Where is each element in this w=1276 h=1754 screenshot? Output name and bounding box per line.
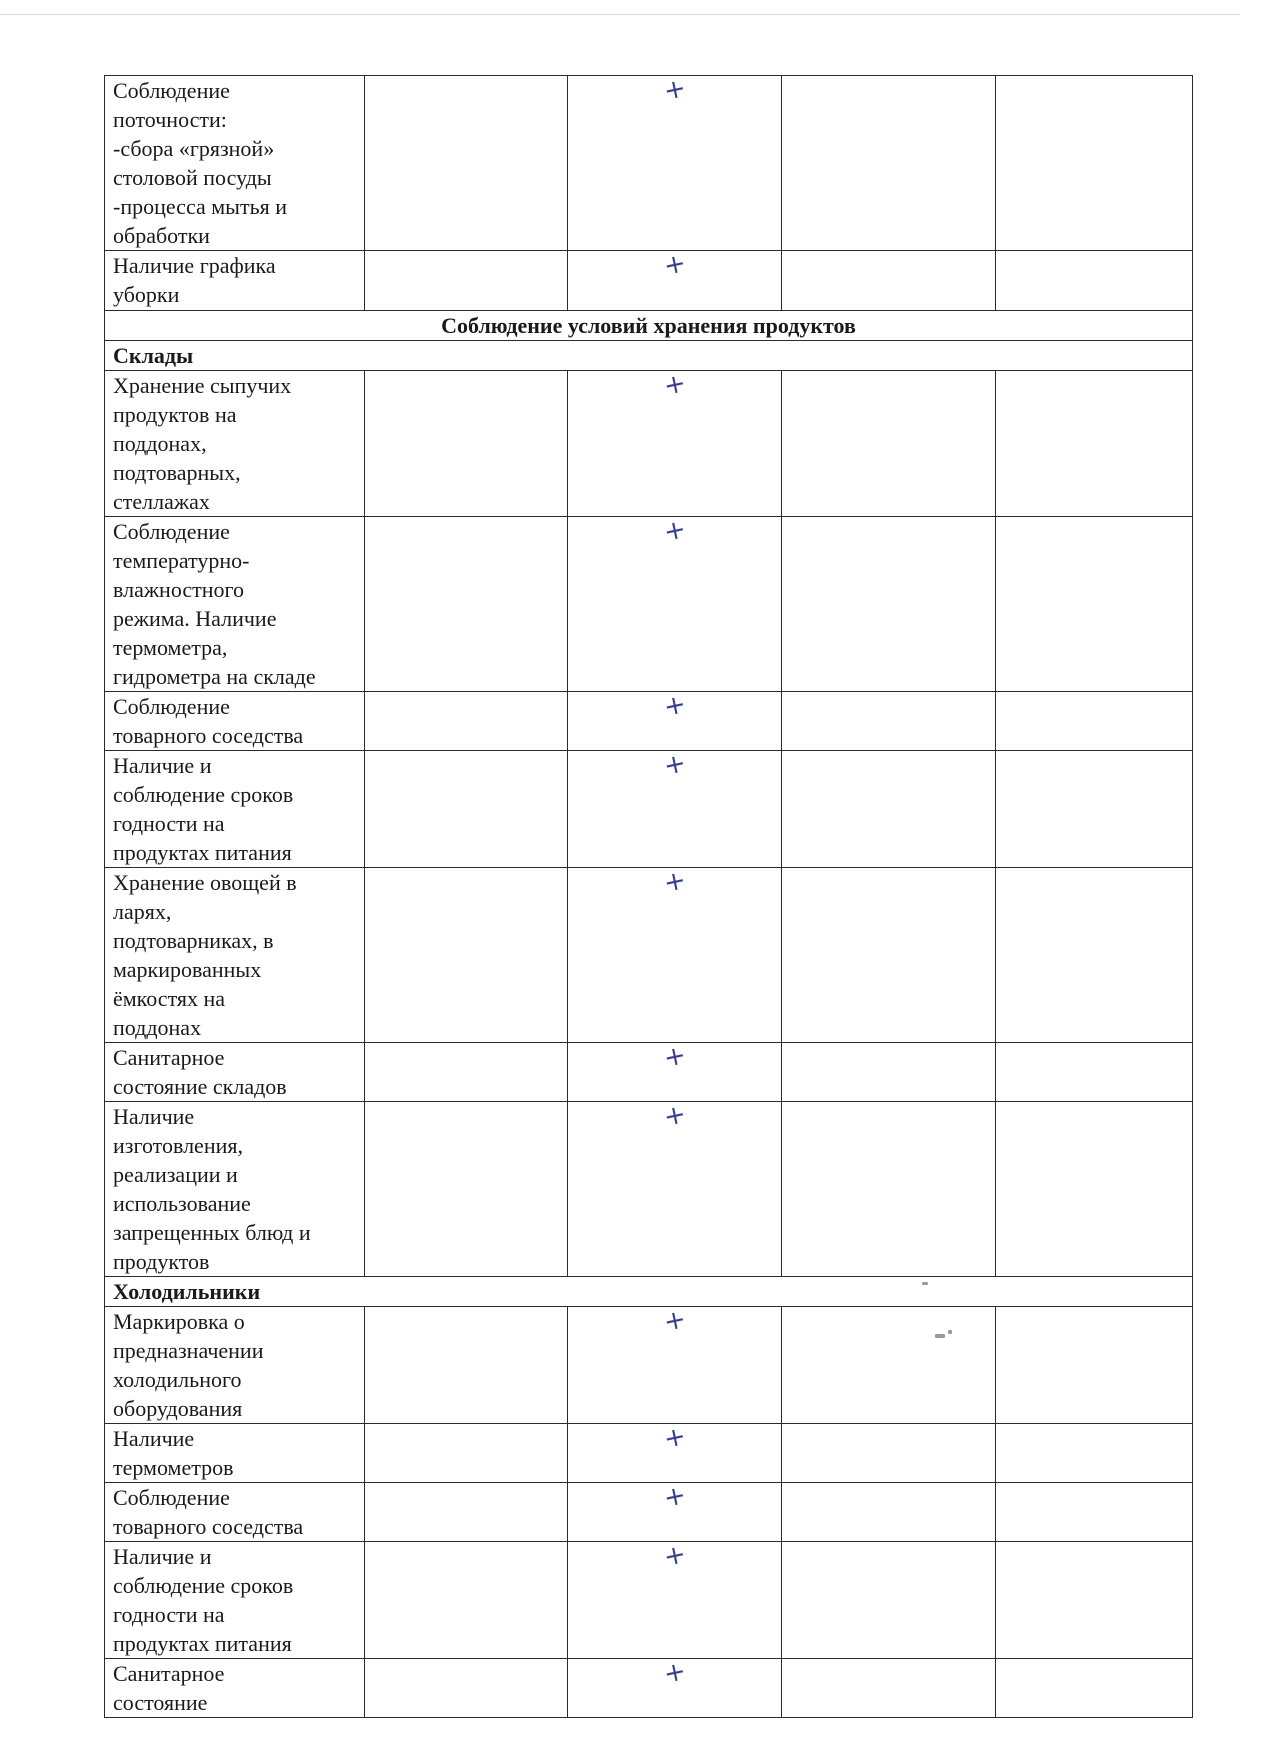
mark-cell xyxy=(568,1304,782,1424)
scan-speck xyxy=(922,1282,928,1285)
empty-cell xyxy=(365,1659,568,1718)
table-row xyxy=(105,692,1193,751)
empty-cell xyxy=(782,1043,996,1102)
empty-cell xyxy=(996,1043,1193,1102)
mark-cell xyxy=(568,1656,782,1718)
empty-cell xyxy=(365,371,568,517)
criterion-label: Соблюдение температурно- влажностного режима. Наличие термометра, гидрометра на складе xyxy=(105,517,365,692)
mark-cell xyxy=(568,748,782,868)
criterion-label: Наличие термометров xyxy=(105,1424,365,1483)
empty-cell xyxy=(996,76,1193,251)
mark-cell xyxy=(568,1099,782,1277)
mark-cell xyxy=(568,1539,782,1659)
subsection-header-row xyxy=(105,341,1193,371)
table-row xyxy=(105,76,1193,251)
empty-cell xyxy=(365,1424,568,1483)
empty-cell xyxy=(782,1102,996,1277)
criterion-label: Соблюдение товарного соседства xyxy=(105,1483,365,1542)
handwritten-mark: + xyxy=(660,689,689,723)
table-row xyxy=(105,517,1193,692)
criterion-label: Санитарное состояние складов xyxy=(105,1043,365,1102)
scan-speck xyxy=(948,1330,952,1334)
handwritten-mark: + xyxy=(660,1040,689,1074)
criterion-label: Санитарное состояние xyxy=(105,1659,365,1718)
inspection-table xyxy=(104,75,1193,1718)
empty-cell xyxy=(996,517,1193,692)
table-row xyxy=(105,251,1193,311)
handwritten-mark: + xyxy=(660,368,689,402)
empty-cell xyxy=(782,692,996,751)
empty-cell xyxy=(782,76,996,251)
empty-cell xyxy=(365,1483,568,1542)
criterion-label: Маркировка о предназначении холодильного оборудования xyxy=(105,1307,365,1424)
empty-cell xyxy=(996,1542,1193,1659)
empty-cell xyxy=(365,751,568,868)
criterion-label: Соблюдение товарного соседства xyxy=(105,692,365,751)
handwritten-mark: + xyxy=(660,73,689,107)
empty-cell xyxy=(365,1043,568,1102)
handwritten-mark: + xyxy=(660,1421,689,1455)
empty-cell xyxy=(996,868,1193,1043)
empty-cell xyxy=(996,1483,1193,1542)
section-title: Соблюдение условий хранения продуктов xyxy=(105,311,1193,341)
criterion-label: Хранение овощей в ларях, подтоварниках, в маркированных ёмкостях на поддонах xyxy=(105,868,365,1043)
handwritten-mark: + xyxy=(660,1539,689,1573)
mark-cell xyxy=(568,514,782,692)
mark-cell xyxy=(568,1480,782,1542)
subsection-title: Склады xyxy=(105,341,1193,371)
empty-cell xyxy=(782,751,996,868)
empty-cell xyxy=(782,1542,996,1659)
handwritten-mark: + xyxy=(660,1480,689,1514)
table-row xyxy=(105,868,1193,1043)
mark-cell xyxy=(568,865,782,1043)
table-row xyxy=(105,371,1193,517)
mark-cell xyxy=(568,73,782,251)
section-header-row xyxy=(105,311,1193,341)
handwritten-mark: + xyxy=(660,1304,689,1338)
criterion-label: Хранение сыпучих продуктов на поддонах, подтоварных, стеллажах xyxy=(105,371,365,517)
inspection-table-body xyxy=(105,73,1193,1718)
handwritten-mark: + xyxy=(660,865,689,899)
empty-cell xyxy=(365,251,568,311)
table-row xyxy=(105,1542,1193,1659)
empty-cell xyxy=(996,1102,1193,1277)
mark-cell xyxy=(568,1421,782,1483)
empty-cell xyxy=(782,1424,996,1483)
table-row xyxy=(105,1102,1193,1277)
subsection-header-row xyxy=(105,1277,1193,1307)
mark-cell xyxy=(568,1040,782,1102)
empty-cell xyxy=(365,1307,568,1424)
empty-cell xyxy=(996,1659,1193,1718)
mark-cell xyxy=(568,368,782,517)
handwritten-mark: + xyxy=(660,1099,689,1133)
empty-cell xyxy=(782,1659,996,1718)
criterion-label: Соблюдение поточности: -сбора «грязной» столовой посуды -процесса мытья и обработки xyxy=(105,76,365,251)
table-row xyxy=(105,1424,1193,1483)
page-edge xyxy=(0,14,1240,15)
handwritten-mark: + xyxy=(660,748,689,782)
empty-cell xyxy=(365,692,568,751)
scan-speck xyxy=(935,1334,945,1338)
empty-cell xyxy=(996,692,1193,751)
empty-cell xyxy=(782,868,996,1043)
handwritten-mark: + xyxy=(660,514,689,548)
criterion-label: Наличие графика уборки xyxy=(105,251,365,311)
empty-cell xyxy=(996,251,1193,311)
empty-cell xyxy=(782,1483,996,1542)
table-row xyxy=(105,751,1193,868)
empty-cell xyxy=(365,868,568,1043)
empty-cell xyxy=(782,1307,996,1424)
handwritten-mark: + xyxy=(660,248,689,282)
empty-cell xyxy=(996,1307,1193,1424)
empty-cell xyxy=(996,751,1193,868)
table-row xyxy=(105,1483,1193,1542)
empty-cell xyxy=(365,1102,568,1277)
empty-cell xyxy=(365,1542,568,1659)
table-row xyxy=(105,1307,1193,1424)
criterion-label: Наличие и соблюдение сроков годности на продуктах питания xyxy=(105,1542,365,1659)
criterion-label: Наличие изготовления, реализации и использование запрещенных блюд и продуктов xyxy=(105,1102,365,1277)
mark-cell xyxy=(568,248,782,311)
empty-cell xyxy=(996,1424,1193,1483)
handwritten-mark: + xyxy=(660,1656,689,1690)
table-row xyxy=(105,1659,1193,1718)
subsection-title: Холодильники xyxy=(105,1277,1193,1307)
empty-cell xyxy=(782,251,996,311)
empty-cell xyxy=(996,371,1193,517)
empty-cell xyxy=(365,517,568,692)
criterion-label: Наличие и соблюдение сроков годности на продуктах питания xyxy=(105,751,365,868)
empty-cell xyxy=(365,76,568,251)
table-row xyxy=(105,1043,1193,1102)
empty-cell xyxy=(782,517,996,692)
empty-cell xyxy=(782,371,996,517)
mark-cell xyxy=(568,689,782,751)
